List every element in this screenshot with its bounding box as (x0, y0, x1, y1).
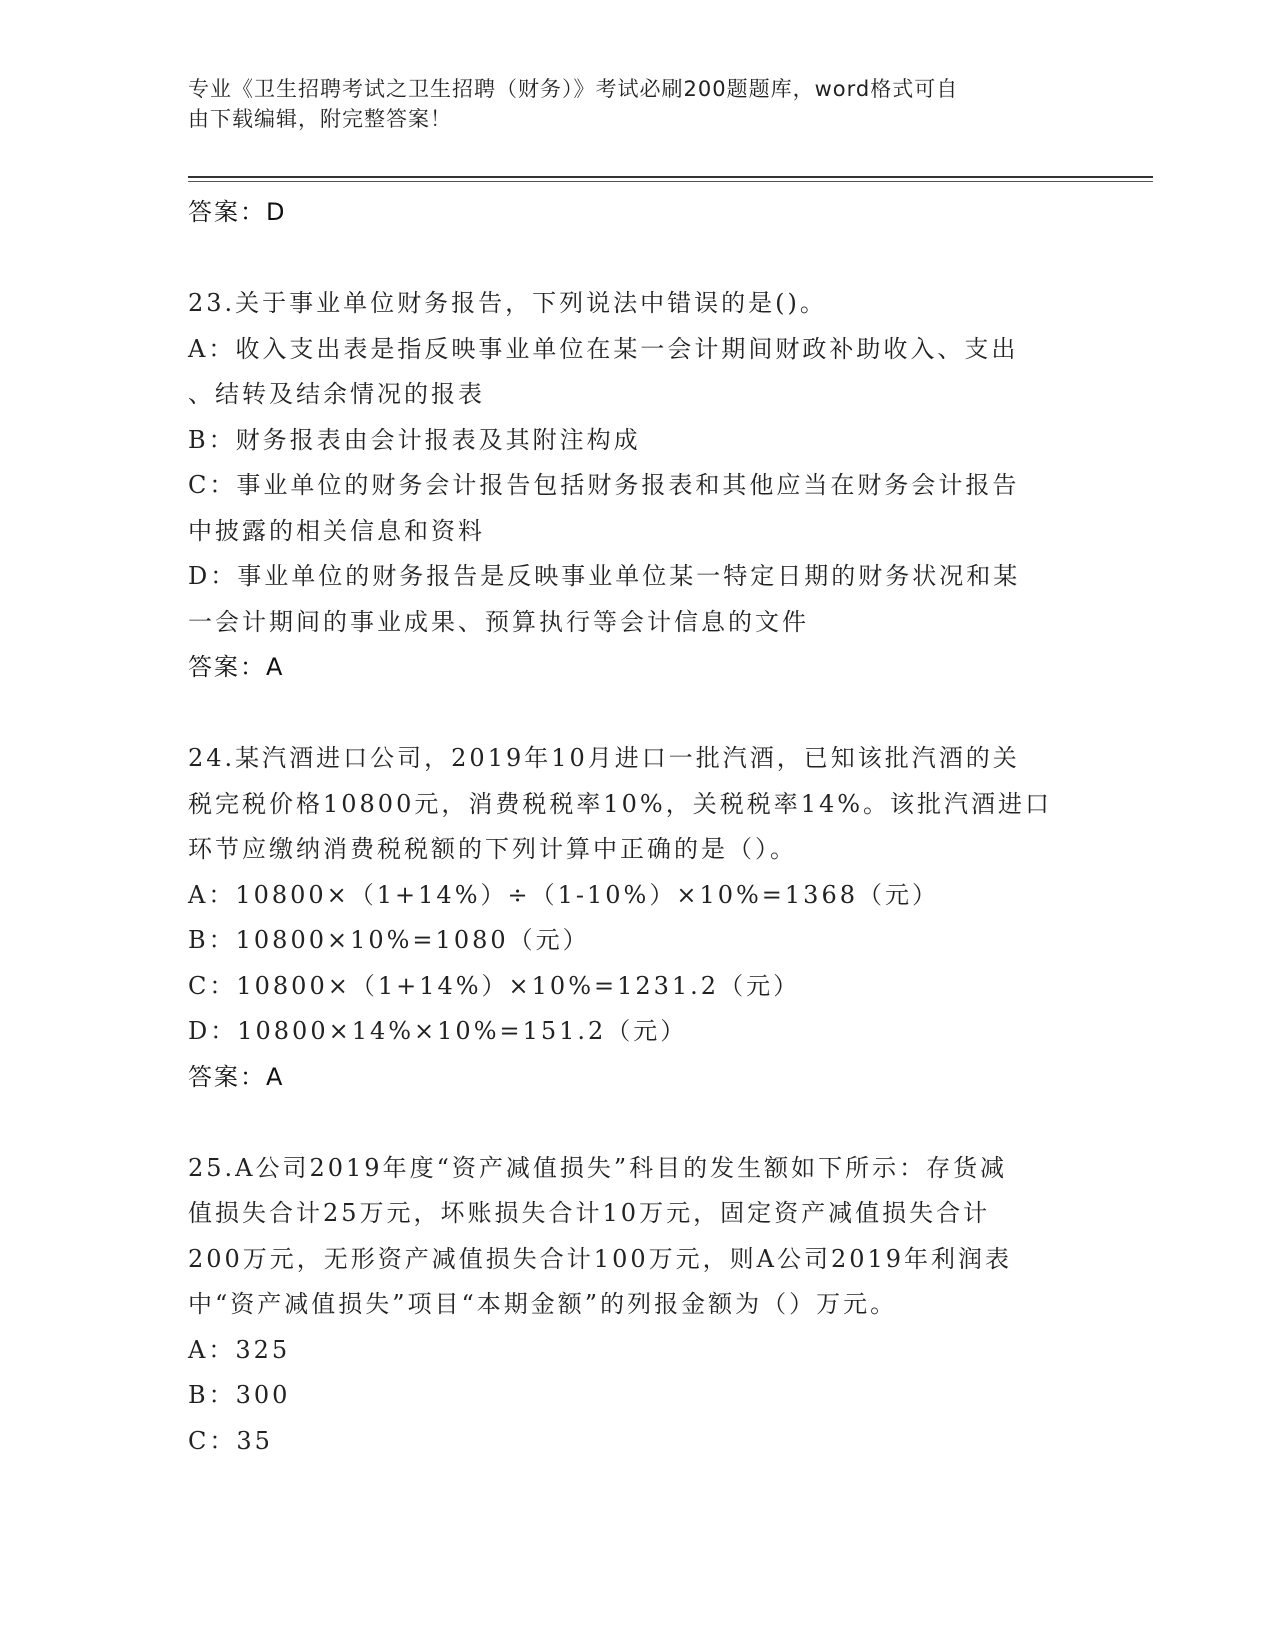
option-a-line-2: 、结转及结余情况的报表 (188, 380, 485, 408)
question-24 (188, 736, 1088, 1100)
question-stem-line: 200万元，无形资产减值损失合计100万元，则A公司2019年利润表 (188, 1244, 1013, 1273)
answer-24: 答案：A (188, 1062, 285, 1091)
spacer (188, 236, 1088, 282)
option-d-line-2: 一会计期间的事业成果、预算执行等会计信息的文件 (188, 607, 809, 636)
question-stem-line: 值损失合计25万元，坏账损失合计10万元，固定资产减值损失合计 (188, 1199, 991, 1227)
question-25 (188, 1146, 1088, 1465)
spacer (188, 1100, 1088, 1146)
question-23 (188, 281, 1088, 691)
question-stem-line: 环节应缴纳消费税税额的下列计算中正确的是（）。 (188, 835, 797, 863)
question-stem-line: 23.关于事业单位财务报告，下列说法中错误的是()。 (188, 289, 827, 317)
option-b: B：财务报表由会计报表及其附注构成 (188, 425, 641, 454)
question-stem-line: 25.A公司2019年度“资产减值损失”科目的发生额如下所示：存货减 (188, 1153, 1008, 1182)
question-stem-line: 税完税价格10800元，消费税税率10%，关税税率14%。该批汽酒进口 (188, 789, 1053, 818)
previous-answer: 答案：D (188, 198, 287, 226)
question-stem-line: 24.某汽酒进口公司，2019年10月进口一批汽酒，已知该批汽酒的关 (188, 744, 1020, 772)
option-b: B：10800×10%=1080（元） (188, 926, 590, 954)
header-divider-thick (188, 176, 1153, 178)
option-d-line-1: D：事业单位的财务报告是反映事业单位某一特定日期的财务状况和某 (188, 562, 1021, 590)
header-title-line-2: 由下载编辑，附完整答案！ (188, 107, 452, 131)
option-a-line-1: A：收入支出表是指反映事业单位在某一会计期间财政补助收入、支出 (188, 334, 1019, 363)
option-b: B：300 (188, 1381, 291, 1409)
option-c: C：10800×（1+14%）×10%=1231.2（元） (188, 971, 801, 1000)
option-c-line-2: 中披露的相关信息和资料 (188, 516, 485, 545)
option-d: D：10800×14%×10%=151.2（元） (188, 1017, 688, 1045)
header-divider-thin (188, 181, 1153, 182)
document-header (188, 74, 1068, 134)
option-c: C：35 (188, 1426, 273, 1455)
answer-23: 答案：A (188, 653, 285, 681)
option-a: A：10800×（1+14%）÷（1-10%）×10%=1368（元） (188, 880, 939, 909)
option-a: A：325 (188, 1335, 291, 1364)
spacer (188, 691, 1088, 737)
header-title-line-1: 专业《卫生招聘考试之卫生招聘（财务）》考试必刷200题题库，word格式可自 (188, 77, 959, 101)
question-stem-line: 中“资产减值损失”项目“本期金额”的列报金额为（）万元。 (188, 1290, 898, 1318)
option-c-line-1: C：事业单位的财务会计报告包括财务报表和其他应当在财务会计报告 (188, 471, 1020, 499)
document-body (188, 190, 1088, 1464)
